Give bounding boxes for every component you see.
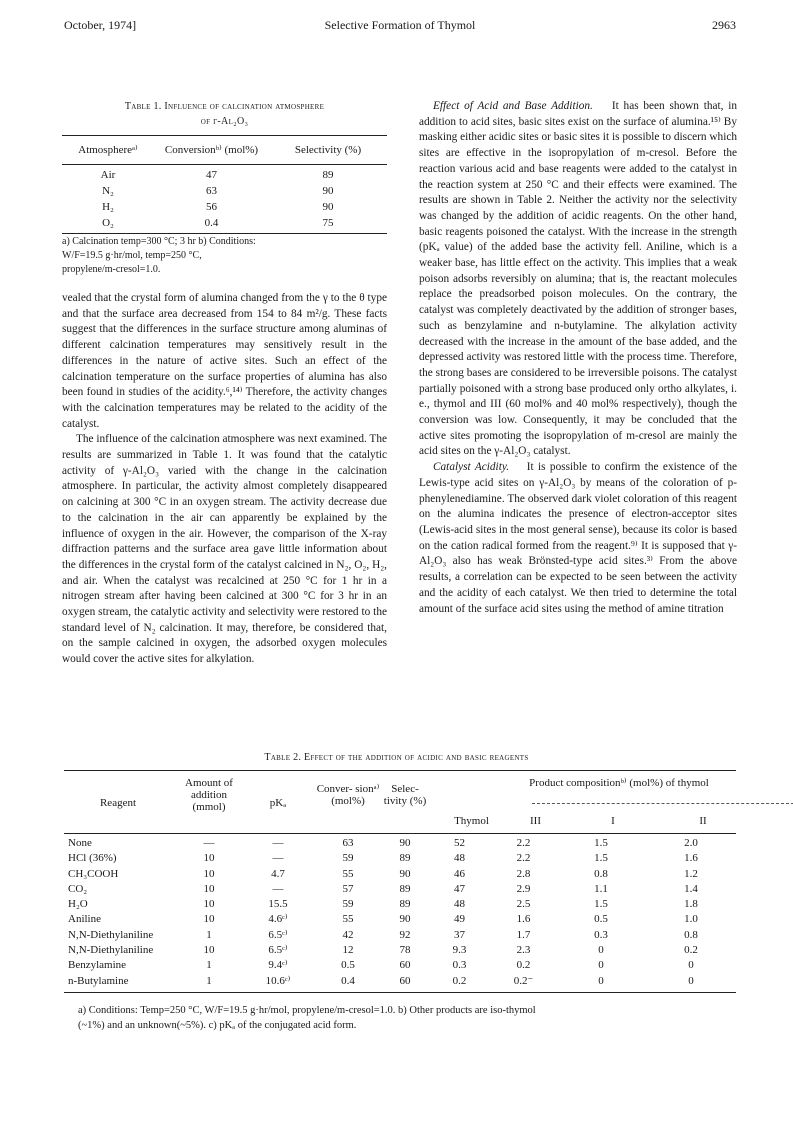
table-cell: 1 — [206, 928, 212, 941]
table-cell: 49 — [454, 913, 465, 926]
table-cell: 2.0 — [684, 837, 698, 849]
header-thymol: Thymol — [454, 815, 489, 827]
header-pka: pKₐ — [269, 797, 287, 809]
table-row — [64, 882, 736, 897]
table2-notes — [78, 1003, 738, 1033]
table-cell: 1.6 — [516, 913, 531, 926]
table-cell: 1 — [206, 974, 212, 987]
table-cell: 89 — [399, 852, 411, 865]
table1-header-cell: Selectivity (%) — [294, 143, 362, 156]
table-cell: 15.5 — [268, 898, 288, 911]
table1-note-line: a) Calcination temp=300 °C; 3 hr b) Conditions: — [62, 236, 256, 247]
table-cell: 1 — [206, 959, 212, 972]
header-reagent: Reagent — [99, 797, 137, 809]
table-cell: O₂ — [102, 217, 114, 229]
paragraph: It is possible to confirm the existence of the Lewis-type acid sites on γ-Al₂O₃ by means of the coloration of p-phenylenediamine. The observed dark violet coloration of this reagent on the alumina indicates the presence of electron-acceptor sites (Lewis-acid sites in the most general sense), because its color is based on the cation radical formed from the reagent.⁹⁾ It is supposed that γ-Al₂O₃ also has weak Brönsted-type acid sites.³⁾ From the above results, a correlation can be expected to be seen between the activity and the acidity of each catalyst. We then tried to determine the total amount of the surface acid sites using the method of amine titration — [419, 461, 737, 615]
table-cell: 1.2 — [684, 867, 698, 880]
table-cell: 42 — [342, 928, 354, 941]
table1-header-cell: Conversionᵇ⁾ (mol%) — [164, 143, 259, 156]
table-row — [62, 183, 387, 199]
table2-body — [64, 834, 736, 992]
table-cell: 89 — [399, 882, 411, 895]
section-heading: Catalyst Acidity. — [433, 461, 510, 474]
table-cell: 0 — [598, 974, 604, 987]
table-row — [62, 199, 387, 215]
header-iii: III — [530, 815, 541, 827]
table-cell: 55 — [342, 867, 354, 880]
table-cell: 75 — [322, 217, 334, 229]
table-cell: Air — [100, 169, 116, 181]
table-cell: 0.8 — [594, 867, 608, 880]
table2 — [64, 770, 736, 993]
left-column — [62, 291, 387, 668]
table-cell: 90 — [399, 913, 411, 926]
table-cell: 0.3 — [594, 928, 608, 941]
table-cell: 4.6ᶜ⁾ — [268, 913, 288, 926]
table1-header-row — [62, 135, 387, 165]
table-cell: 2.5 — [516, 898, 531, 911]
table-cell: 1.0 — [684, 913, 698, 926]
table-cell: — — [272, 882, 284, 895]
table-cell: 10 — [203, 898, 215, 911]
table-cell: 2.8 — [516, 867, 531, 880]
table-cell: None — [68, 837, 92, 849]
table-cell: 89 — [322, 169, 334, 181]
table1 — [62, 135, 387, 234]
table-cell: 47 — [454, 882, 465, 895]
table-cell: CH₃COOH — [68, 867, 119, 880]
table-cell: 1.1 — [594, 882, 608, 895]
table-cell: 90 — [399, 867, 411, 880]
table-cell: 60 — [399, 974, 411, 987]
table-cell: 1.5 — [594, 837, 608, 849]
table-cell: 6.5ᶜ⁾ — [268, 944, 288, 957]
table-cell: 0.4 — [341, 974, 355, 987]
table-cell: 48 — [454, 852, 465, 865]
table-cell: 12 — [342, 944, 354, 957]
paragraph: The influence of the calcination atmosphere was next examined. The results are summarized in Table 1. It was found that the catalytic activity of γ-Al₂O₃ varied with the change in the calcination atmosphere. In particular, the activity almost completely disappeared on calcining at 300 °C in an oxygen stream. The activity decrease due to the calcination in the air can apparently be explained by the influence of oxygen in the air. However, the comparison of the X-ray diffraction patterns and the surface area gave little information about the differences in the crystal form of the catalyst calcined in N₂, O₂, H₂, and air. When the catalyst was recalcined at 250 °C for 1 hr in a nitrogen stream after having been calcined at 300 °C for 3 hr in an oxygen stream, the catalytic activity and selectivity were restored to the standard level of N₂ calcination. It may, therefore, be considered that, on the sample calcined in oxygen, the adsorbed oxygen molecules would cover the active sites for alkylation. — [62, 433, 387, 666]
table-cell: 10 — [203, 882, 215, 895]
table-row — [62, 167, 387, 183]
table-cell: — — [272, 852, 284, 865]
header-amount: Amount of addition (mmol) — [185, 777, 233, 813]
table-cell: 47 — [206, 169, 217, 181]
table2-note-line: (~1%) and an unknown(~5%). c) pKₐ of the conjugated acid form. — [78, 1020, 357, 1031]
table-cell: N₂ — [102, 185, 114, 197]
table1-header-cell: Atmosphereᵃ⁾ — [78, 143, 138, 156]
table-cell: 52 — [454, 837, 465, 849]
table2-caption: Table 2. Effect of the addition of acidic and basic reagents — [264, 752, 529, 763]
header-title: Selective Formation of Thymol — [324, 18, 476, 32]
table-cell: 1.4 — [684, 882, 698, 895]
table-cell: 89 — [399, 898, 411, 911]
table-cell: 0 — [688, 959, 694, 972]
table-cell: 0.2 — [452, 974, 467, 987]
table-cell: 9.3 — [452, 944, 467, 957]
table-cell: 10 — [203, 852, 215, 865]
table-cell: — — [272, 837, 284, 849]
table-cell: 4.7 — [271, 867, 285, 880]
table-cell: 2.3 — [516, 944, 531, 957]
header-i: I — [611, 815, 615, 827]
table-row — [62, 215, 387, 231]
table-cell: 56 — [206, 201, 217, 213]
table-cell: 90 — [322, 201, 334, 213]
table-cell: 0.4 — [204, 217, 219, 229]
table-cell: 1.5 — [594, 898, 608, 911]
table-cell: 63 — [206, 185, 217, 197]
table2-note-line: a) Conditions: Temp=250 °C, W/F=19.5 g·hr/mol, propylene/m-cresol=1.0. b) Other products are iso-thymol — [78, 1005, 536, 1016]
table-cell: 0.8 — [684, 928, 698, 941]
table-cell: H₂O — [68, 898, 88, 911]
table-cell: Aniline — [68, 913, 101, 926]
table-cell: 10.6ᶜ⁾ — [265, 974, 291, 987]
table-cell: 1.8 — [684, 898, 698, 911]
table1-notes — [62, 235, 387, 277]
table-cell: 1.5 — [594, 852, 608, 865]
table-cell: 60 — [399, 959, 411, 972]
header-conversion: Conver- sionᵃ⁾ (mol%) — [316, 783, 380, 807]
table-cell: 10 — [203, 867, 215, 880]
table-cell: 2.2 — [516, 852, 531, 865]
table-row — [64, 974, 736, 989]
table-row — [64, 851, 736, 866]
table-row — [64, 943, 736, 958]
table-cell: 0.2 — [684, 944, 698, 957]
table-cell: 0 — [598, 944, 604, 957]
table-cell: 46 — [454, 867, 465, 880]
header-product: Product compositionᵇ⁾ (mol%) of thymol — [529, 777, 709, 789]
table-cell: 1.7 — [516, 928, 531, 941]
table-cell: 10 — [203, 944, 215, 957]
table-cell: N,N-Diethylaniline — [68, 944, 154, 957]
table-cell: HCl (36%) — [68, 852, 117, 865]
table-cell: 2.2 — [516, 837, 531, 849]
table-cell: 37 — [454, 928, 465, 941]
table-cell: 90 — [322, 185, 334, 197]
table-cell: n-Butylamine — [68, 974, 129, 987]
table-cell: 57 — [342, 882, 354, 895]
product-divider — [532, 803, 793, 804]
table-cell: 1.6 — [684, 852, 698, 865]
header-date: October, 1974] — [64, 18, 137, 32]
paragraph: It has been shown that, in addition to acid sites, basic sites exist on the surface of alumina.¹⁵⁾ By masking either acidic sites or basic sites it is possible to discern which sites are effective in the isopropylation of m-cresol. Before the reaction various acid and base reagents were added to the catalyst in the reaction system at 250 °C and their effects were examined. The results are shown in Table 2. Neither the activity nor the selectivity was changed by the addition of acidic reagents. On the other hand, basic reagents poisoned the catalyst. With the increase in the strength (pKₐ value) of the added base the activity fell. Aniline, which is a weaker base, has little effect on the activity. This implies that a weak poison adsorbs reversibly on alumina; that is, the reactant molecules replace the preadsorbed poison molecules. On the contrary, the catalyst was completely deactivated by the addition of stronger bases, such as benzylamine and n-butylamine. The alkylation activity decreased with the increase in the amount of the base added, and the depressed activity was restored little with the process time. Therefore, the strong bases are considered to be irreversible poisons. The catalyst partially poisoned with a strong base produced only ortho alkylates, i. e., thymol and III (60 mol% and 40 mol% respectively), though the conversion was low. Consequently, it may be concluded that the active sites promoting the isopropylation of m-cresol are mainly the acid sites on the γ-Al₂O₃ catalyst. — [419, 100, 738, 458]
table1-caption-line1: Table 1. Influence of calcination atmosphere — [124, 101, 325, 112]
paragraph: vealed that the crystal form of alumina changed from the γ to the θ type and that the surface area decreased from 154 to 84 m²/g. These facts suggest that the differences in the surface structure among aluminas of different calcination temperatures may sensitively result in the differences in the nature of active sites. Such an effect of the calcination temperature on the surface properties of alumina has also been found in studies of the acidity.⁶,¹⁴⁾ Therefore, the activity changes with the calcination temperatures may be related to the acidity of the catalyst. — [62, 292, 387, 430]
right-column — [419, 99, 737, 617]
table-cell: 0 — [688, 974, 694, 987]
table-cell: 0 — [598, 959, 604, 972]
table-cell: 10 — [203, 913, 215, 926]
table-cell: Benzylamine — [68, 959, 127, 972]
table-cell: 63 — [342, 837, 354, 849]
table-row — [64, 897, 736, 912]
table-cell: 0.2 — [516, 959, 531, 972]
table-cell: 2.9 — [516, 882, 531, 895]
table-cell: 55 — [342, 913, 354, 926]
table1-caption — [62, 99, 387, 129]
table-cell: N,N-Diethylaniline — [68, 928, 154, 941]
table-cell: 0.5 — [341, 959, 355, 972]
table1-caption-line2: of γ-Al₂O₃ — [200, 116, 249, 127]
section-heading: Effect of Acid and Base Addition. — [433, 100, 593, 112]
header-selectivity: Selec- tivity (%) — [383, 783, 427, 807]
table-cell: H₂ — [102, 201, 114, 213]
table-row — [64, 912, 736, 927]
table-cell: 0.2⁻ — [513, 974, 534, 987]
table-cell: CO₂ — [68, 882, 88, 895]
table-cell: — — [203, 837, 215, 849]
table-cell: 78 — [399, 944, 411, 957]
table-row — [64, 836, 736, 851]
table-cell: 90 — [399, 837, 411, 849]
page-number: 2963 — [712, 18, 736, 32]
page-header — [64, 18, 736, 34]
table-cell: 0.3 — [452, 959, 467, 972]
table-row — [64, 867, 736, 882]
table-cell: 92 — [399, 928, 411, 941]
table-cell: 0.5 — [594, 913, 608, 926]
table-row — [64, 928, 736, 943]
table-cell: 48 — [454, 898, 465, 911]
header-ii: II — [699, 815, 707, 827]
table-cell: 59 — [342, 898, 354, 911]
table1-note-line: propylene/m-cresol=1.0. — [62, 264, 161, 275]
table-cell: 59 — [342, 852, 354, 865]
table2-header — [64, 771, 736, 834]
table-cell: 6.5ᶜ⁾ — [268, 928, 288, 941]
table1-note-line: W/F=19.5 g·hr/mol, temp=250 °C, — [62, 250, 202, 261]
table-cell: 9.4ᶜ⁾ — [268, 959, 288, 972]
table-row — [64, 958, 736, 973]
